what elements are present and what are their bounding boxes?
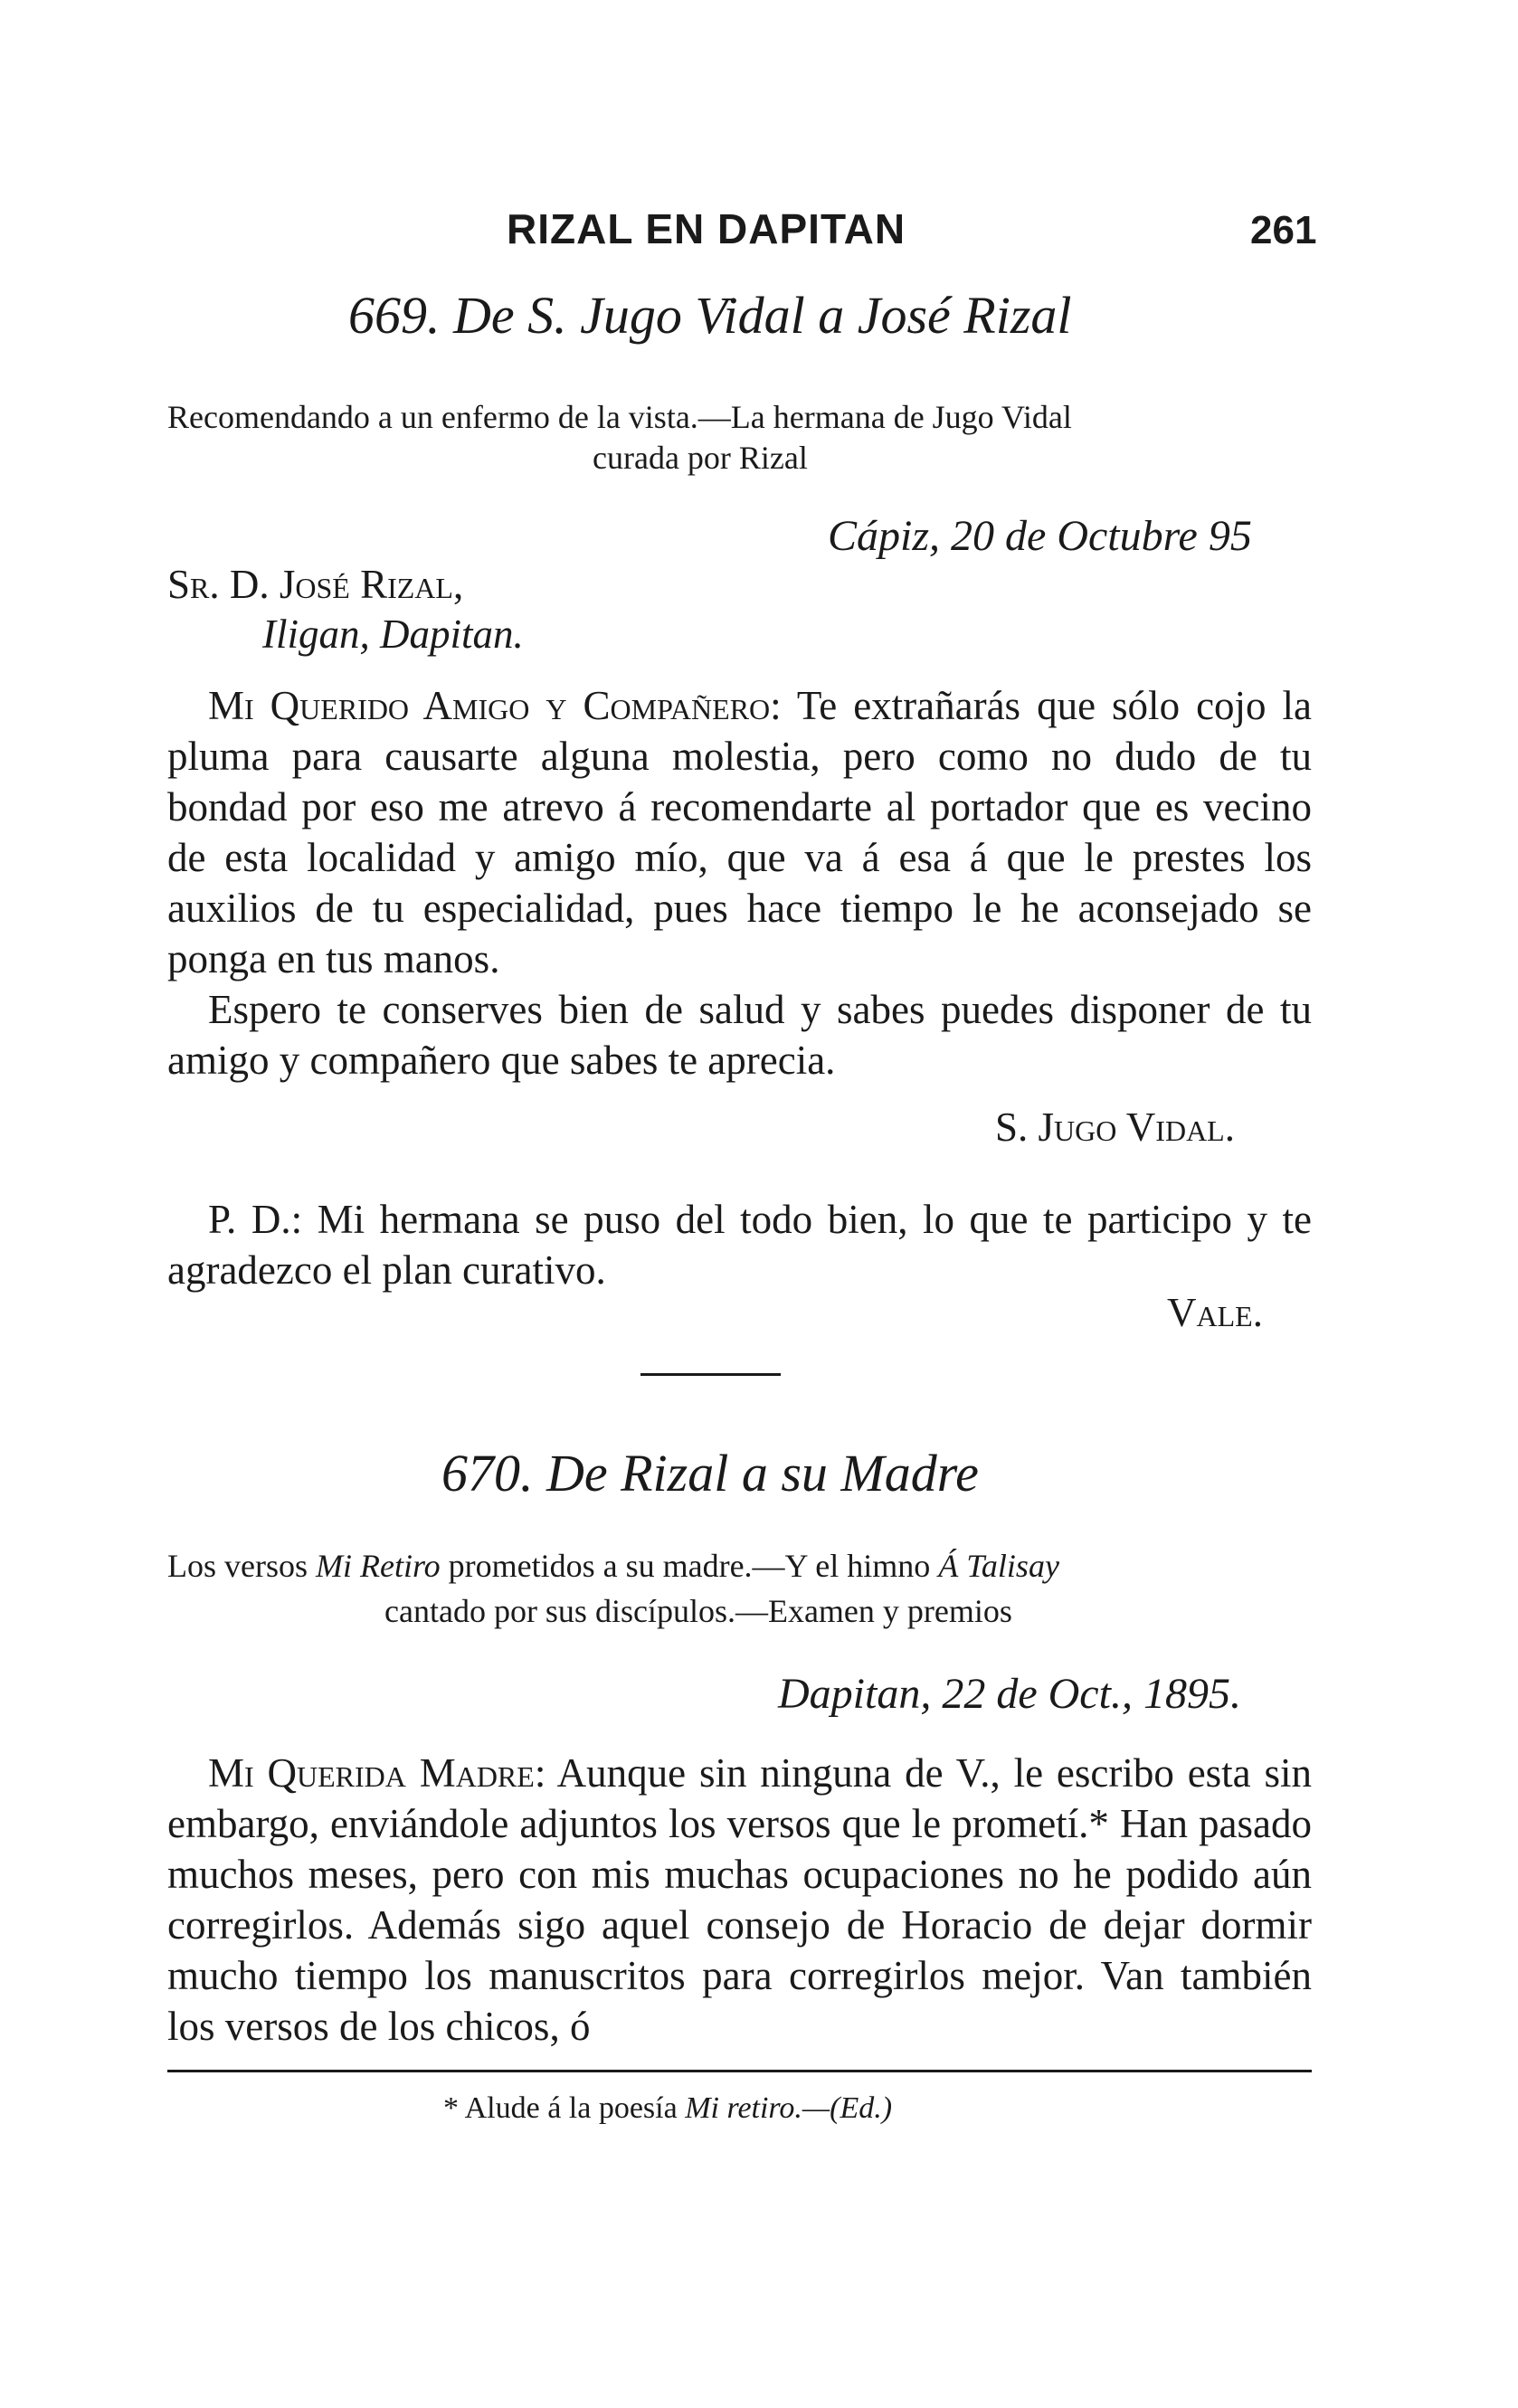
letter-669-closing: Vale. (1167, 1290, 1263, 1335)
letter-669-signature: S. Jugo Vidal. (995, 1104, 1235, 1150)
letter-669-summary-line1: Recomendando a un enfermo de la vista.—La hermana de Jugo Vidal (167, 399, 1072, 435)
letter-669-addressee-place: Iligan, Dapitan. (262, 611, 524, 657)
letter-670-salutation: Mi Querida Madre: (208, 1750, 546, 1796)
letter-669-salutation: Mi Querido Amigo y Compañero: (208, 683, 782, 728)
letter-669-body (167, 680, 1312, 1085)
letter-669-summary-line2: curada por Rizal (593, 440, 808, 476)
letter-670-place-date: Dapitan, 22 de Oct., 1895. (778, 1670, 1241, 1718)
letter-669-paragraph-2: Espero te conserves bien de salud y sabes puedes disponer de tu amigo y compañero que sabes te aprecia. (167, 987, 1312, 1083)
letter-669-postscript: P. D.: Mi hermana se puso del todo bien, lo que te participo y te agradezco el plan curativo. (167, 1197, 1313, 1293)
letter-670-summary-line2: cantado por sus discípulos.—Examen y premios (384, 1593, 1012, 1629)
letter-670-heading: 670. De Rizal a su Madre (441, 1444, 979, 1503)
letter-670-body: Mi Querida Madre: Aunque sin ninguna de V., le escribo esta sin embargo, enviándole adjuntos los versos que le prometí.* Han pasado muchos meses, pero con mis muchas ocupaciones no he podido aún corregirlos. Además sigo aquel consejo de Horacio de dejar dormir mucho tiempo los manuscritos para corregirlos mejor. Van también los versos de los chicos, ó (167, 1750, 1312, 2049)
letter-669-heading: 669. De S. Jugo Vidal a José Rizal (348, 286, 1072, 345)
letter-669-paragraph-1: Mi Querido Amigo y Compañero: Te extrañarás que sólo cojo la pluma para causarte alguna molestia, pero como no dudo de tu bondad por eso me atrevo á recomendarte al portador que es vecino de esta localidad y amigo mío, que va á esa á que le prestes los auxilios de tu especialidad, pues hace tiempo le he aconsejado se ponga en tus manos. (167, 683, 1313, 981)
postscript-label: P. D.: (208, 1197, 303, 1242)
letter-670-summary-line1: Los versos Mi Retiro prometidos a su madre.—Y el himno Á Talisay (167, 1548, 1059, 1584)
footnote-rule (167, 2070, 1312, 2072)
section-divider (640, 1373, 781, 1376)
running-title: RIZAL EN DAPITAN (507, 205, 906, 252)
letter-669-addressee-name: Sr. D. José Rizal, (167, 562, 464, 607)
letter-669-place-date: Cápiz, 20 de Octubre 95 (828, 512, 1252, 560)
page-number: 261 (1250, 208, 1317, 252)
footnote: * Alude á la poesía Mi retiro.—(Ed.) (443, 2091, 893, 2125)
